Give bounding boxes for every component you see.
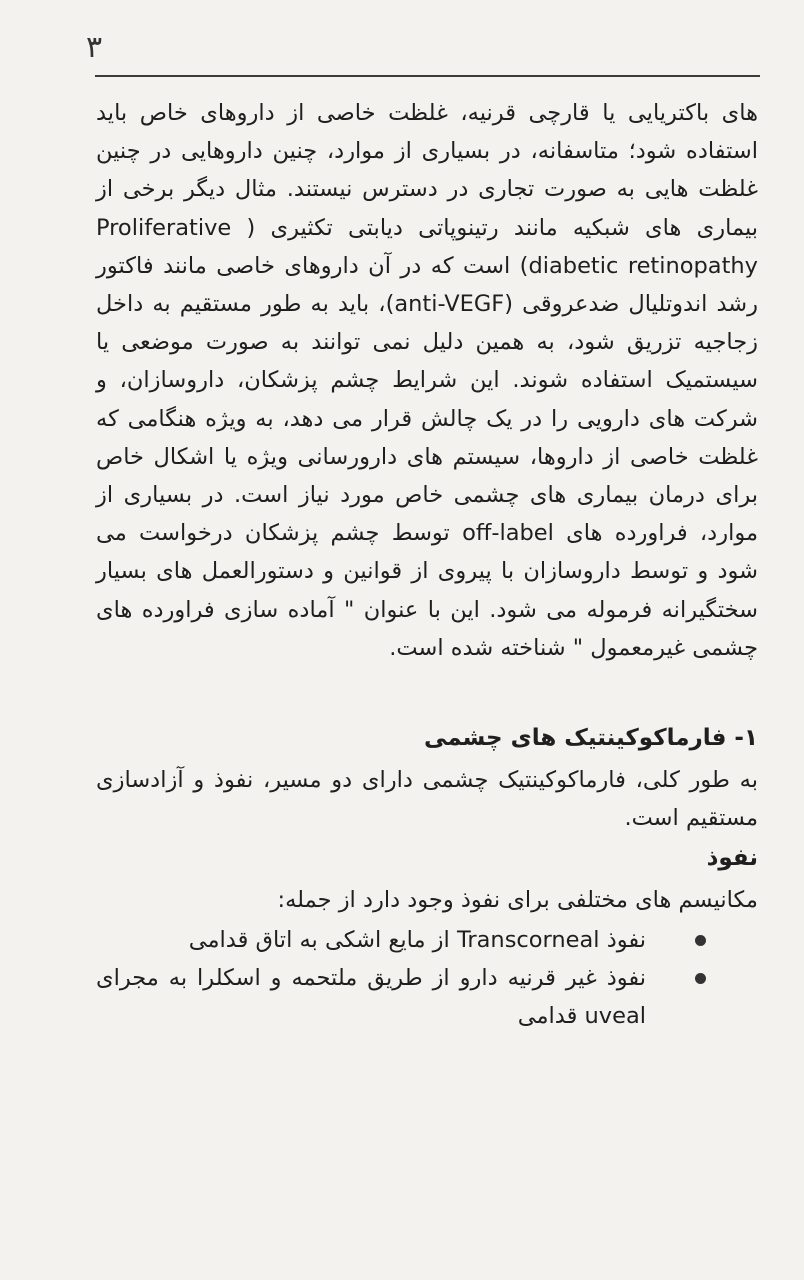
list-item bbox=[96, 959, 758, 1035]
list-item bbox=[96, 921, 758, 959]
subsection-heading: نفوذ bbox=[706, 845, 758, 872]
page-number: ۳ bbox=[86, 30, 103, 65]
section-heading: ۱- فارماکوکینتیک های چشمی bbox=[423, 725, 758, 752]
section-intro: به طور کلی، فارماکوکینتیک چشمی دارای دو مسیر، نفوذ و آزادسازی مستقیم است. bbox=[96, 767, 758, 832]
bullet-list bbox=[96, 921, 758, 1035]
body-paragraph: های باکتریایی یا قارچی قرنیه، غلظت خاصی از داروهای خاص باید استفاده شود؛ متاسفانه، در بسیاری از موارد، چنین داروهایی در چنین غلظت هایی به صورت تجاری در دسترس نیستند. مثال دیگر برخی از بیماری های شبکیه مانند رتینوپاتی دیابتی تکثیری ( Proliferative diabetic retinopathy) است که در آن داروهای خاصی مانند فاکتور رشد اندوتلیال ضدعروقی (anti-VEGF)، باید به طور مستقیم به داخل زجاجیه تزریق شود، به همین دلیل نمی توانند به صورت موضعی یا سیستمیک استفاده شوند. این شرایط چشم پزشکان، داروسازان، و شرکت های دارویی را در یک چالش قرار می دهد، به ویژه هنگامی که غلظت خاصی از داروها، سیستم های دارورسانی ویژه یا اشکال خاص برای درمان بیماری های چشمی خاص مورد نیاز است. در بسیاری از موارد، فراورده های off-label توسط چشم پزشکان درخواست می شود و توسط داروسازان با پیروی از قوانین و دستورالعمل های بسیار سختگیرانه فرموله می شود. این با عنوان " آماده سازی فراورده های چشمی غیرمعمول " شناخته شده است. bbox=[96, 100, 758, 661]
list-item-text: نفوذ غیر قرنیه دارو از طریق ملتحمه و اسکلرا به مجرای uveal قدامی bbox=[96, 965, 646, 1030]
subsection-lead: مکانیسم های مختلفی برای نفوذ وجود دارد از جمله: bbox=[277, 887, 758, 914]
header-rule bbox=[95, 75, 760, 77]
bullet-icon bbox=[695, 973, 706, 984]
bullet-icon bbox=[695, 935, 706, 946]
list-item-text: نفوذ Transcorneal از مایع اشکی به اتاق قدامی bbox=[188, 927, 646, 954]
page-content bbox=[96, 94, 758, 1035]
